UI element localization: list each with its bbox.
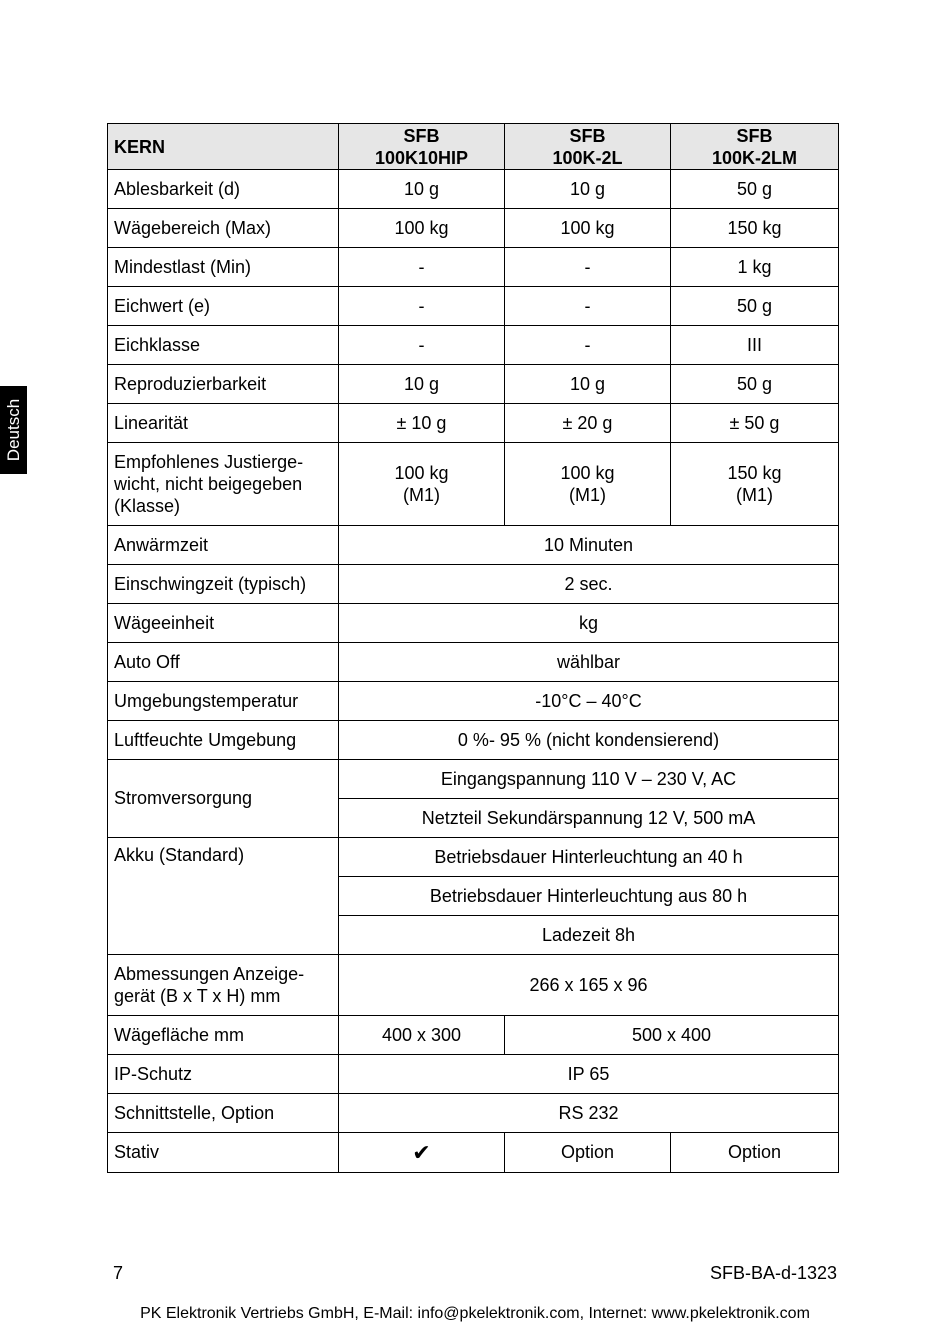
row-label: Stromversorgung — [108, 760, 339, 838]
row-label: Anwärmzeit — [108, 526, 339, 565]
row-label-line: Abmessungen Anzeige- — [114, 964, 305, 984]
cell-value: RS 232 — [339, 1094, 839, 1133]
cell-value: IP 65 — [339, 1055, 839, 1094]
row-label-line: wicht, nicht beigegeben — [114, 474, 303, 494]
table-row — [108, 170, 839, 209]
cell-value: - — [339, 326, 505, 365]
model-header-cell — [505, 124, 671, 170]
table-row — [108, 443, 839, 526]
row-label: Auto Off — [108, 643, 339, 682]
row-label: Ablesbarkeit (d) — [108, 170, 339, 209]
row-label: Reproduzierbarkeit — [108, 365, 339, 404]
table-row — [108, 838, 839, 877]
cell-value: Betriebsdauer Hinterleuchtung aus 80 h — [339, 877, 839, 916]
cell-value: ± 20 g — [505, 404, 671, 443]
model-series: SFB — [403, 125, 440, 146]
weight-value: 150 kg — [727, 463, 782, 483]
cell-value: ± 50 g — [671, 404, 839, 443]
table-row — [108, 1055, 839, 1094]
row-label — [108, 443, 339, 526]
cell-value: 150 kg — [671, 209, 839, 248]
table-row — [108, 326, 839, 365]
cell-value: - — [505, 248, 671, 287]
language-side-tab — [0, 386, 27, 474]
row-label: Eichwert (e) — [108, 287, 339, 326]
cell-value: Option — [671, 1133, 839, 1173]
cell-value: 2 sec. — [339, 565, 839, 604]
cell-value: Netzteil Sekundärspannung 12 V, 500 mA — [339, 799, 839, 838]
language-tab-label: Deutsch — [3, 398, 23, 462]
cell-value: 10 Minuten — [339, 526, 839, 565]
cell-value: 100 kg — [339, 209, 505, 248]
row-label: Eichklasse — [108, 326, 339, 365]
document-code: SFB-BA-d-1323 — [709, 1263, 837, 1283]
cell-value — [671, 443, 839, 526]
row-label: Einschwingzeit (typisch) — [108, 565, 339, 604]
table-row — [108, 682, 839, 721]
row-label: Akku (Standard) — [108, 838, 339, 955]
cell-value: -10°C – 40°C — [339, 682, 839, 721]
cell-value: 10 g — [339, 170, 505, 209]
row-label: Stativ — [108, 1133, 339, 1173]
cell-value: - — [339, 248, 505, 287]
row-label: Linearität — [108, 404, 339, 443]
table-row — [108, 287, 839, 326]
table-row — [108, 721, 839, 760]
cell-value: 50 g — [671, 170, 839, 209]
table-row — [108, 955, 839, 1016]
table-row — [108, 1016, 839, 1055]
specifications-table — [107, 123, 839, 1173]
row-label: Schnittstelle, Option — [108, 1094, 339, 1133]
checkmark-icon: ✔ — [412, 1139, 431, 1165]
row-label: IP-Schutz — [108, 1055, 339, 1094]
model-header-cell — [671, 124, 839, 170]
cell-value — [505, 443, 671, 526]
cell-value — [339, 443, 505, 526]
table-row — [108, 643, 839, 682]
cell-value: Eingangspannung 110 V – 230 V, AC — [339, 760, 839, 799]
weight-class: (M1) — [569, 485, 606, 505]
cell-value: Option — [505, 1133, 671, 1173]
row-label: Luftfeuchte Umgebung — [108, 721, 339, 760]
table-row — [108, 365, 839, 404]
table-row — [108, 1133, 839, 1173]
cell-value: 10 g — [505, 365, 671, 404]
row-label-line: Empfohlenes Justierge- — [114, 452, 304, 472]
page-number: 7 — [113, 1263, 124, 1283]
cell-value: ± 10 g — [339, 404, 505, 443]
model-header-cell — [339, 124, 505, 170]
cell-value: 50 g — [671, 365, 839, 404]
table-row — [108, 404, 839, 443]
brand-header-cell: KERN — [108, 124, 339, 170]
cell-value: III — [671, 326, 839, 365]
table-row — [108, 526, 839, 565]
model-number: 100K-2LM — [711, 147, 798, 168]
cell-value: 10 g — [339, 365, 505, 404]
cell-value: kg — [339, 604, 839, 643]
cell-value: 400 x 300 — [339, 1016, 505, 1055]
table-row — [108, 760, 839, 799]
cell-value: wählbar — [339, 643, 839, 682]
table-row — [108, 604, 839, 643]
model-series: SFB — [736, 125, 773, 146]
cell-value: 500 x 400 — [505, 1016, 839, 1055]
weight-class: (M1) — [403, 485, 440, 505]
row-label-line: gerät (B x T x H) mm — [114, 986, 281, 1006]
cell-value: 266 x 165 x 96 — [339, 955, 839, 1016]
cell-value: 100 kg — [505, 209, 671, 248]
table-header-row — [108, 124, 839, 170]
row-label: Mindestlast (Min) — [108, 248, 339, 287]
cell-value: - — [505, 326, 671, 365]
cell-value: 1 kg — [671, 248, 839, 287]
weight-value: 100 kg — [560, 463, 615, 483]
row-label: Umgebungstemperatur — [108, 682, 339, 721]
weight-value: 100 kg — [394, 463, 449, 483]
table-row — [108, 209, 839, 248]
cell-value: - — [505, 287, 671, 326]
row-label: Wägeeinheit — [108, 604, 339, 643]
company-footer: PK Elektronik Vertriebs GmbH, E-Mail: info@pkelektronik.com, Internet: www.pkelektronik.com — [140, 1305, 810, 1322]
row-label — [108, 955, 339, 1016]
model-number: 100K10HIP — [374, 147, 469, 168]
row-label: Wägebereich (Max) — [108, 209, 339, 248]
table-row — [108, 248, 839, 287]
table-row — [108, 1094, 839, 1133]
cell-value: 0 %- 95 % (nicht kondensierend) — [339, 721, 839, 760]
cell-value: - — [339, 287, 505, 326]
weight-class: (M1) — [736, 485, 773, 505]
cell-value: 10 g — [505, 170, 671, 209]
cell-value: Ladezeit 8h — [339, 916, 839, 955]
cell-value — [339, 1133, 505, 1173]
row-label: Wägefläche mm — [108, 1016, 339, 1055]
model-number: 100K-2L — [552, 147, 623, 168]
cell-value: Betriebsdauer Hinterleuchtung an 40 h — [339, 838, 839, 877]
cell-value: 50 g — [671, 287, 839, 326]
row-label-line: (Klasse) — [114, 496, 181, 516]
model-series: SFB — [569, 125, 606, 146]
table-row — [108, 565, 839, 604]
